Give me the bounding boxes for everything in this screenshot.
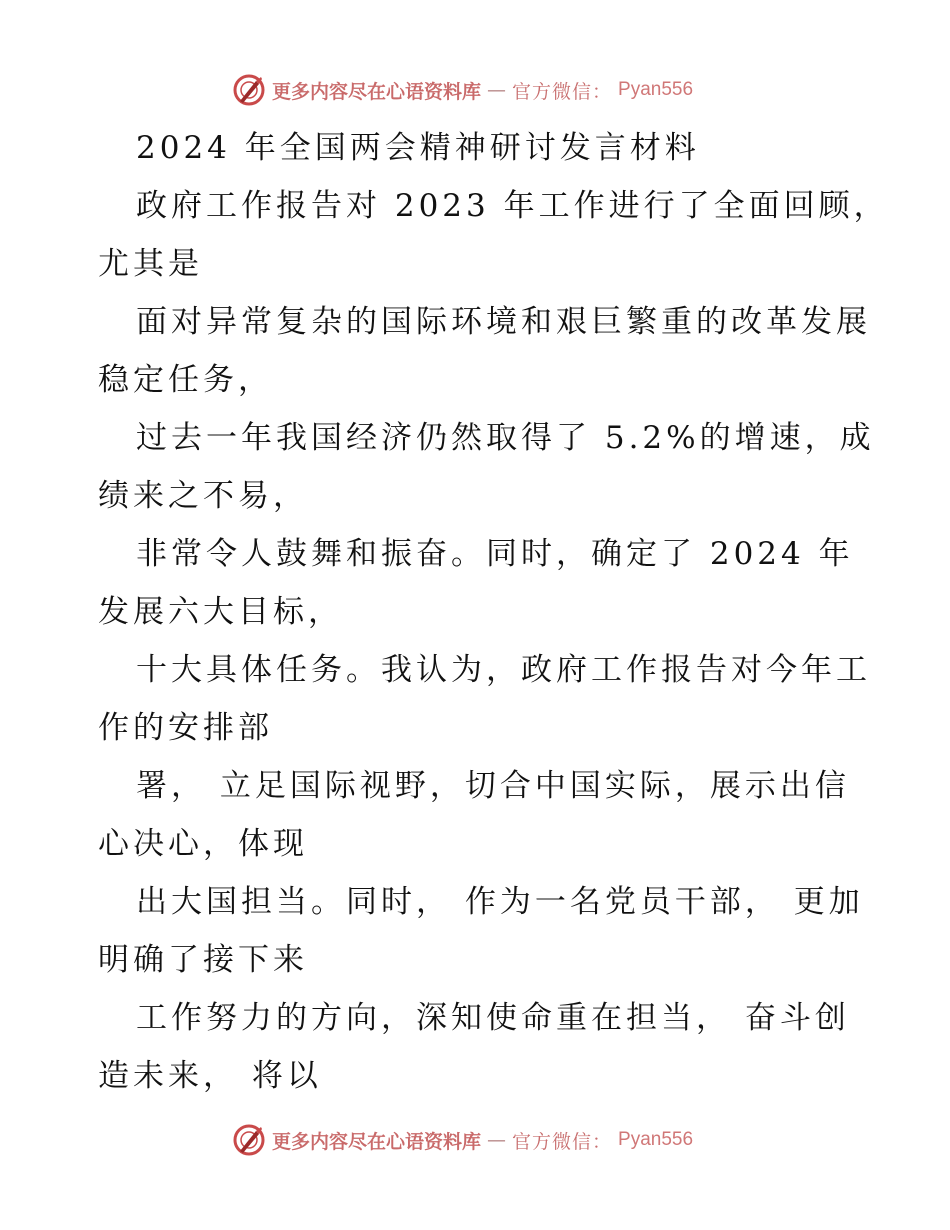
body-line: 作的安排部 <box>98 710 273 746</box>
body-line: 尤其是 <box>98 246 203 282</box>
body-line: 政府工作报告对 2023 年工作进行了全面回顾， <box>136 188 889 224</box>
watermark-main-text: 更多内容尽在心语资料库 <box>272 80 482 103</box>
footer-watermark <box>232 1122 693 1158</box>
body-line: 十大具体任务。我认为，政府工作报告对今年工 <box>136 652 871 688</box>
watermark-main-text: 更多内容尽在心语资料库 <box>272 1130 482 1153</box>
watermark-id: Pyan556 <box>618 79 694 100</box>
body-line: 出大国担当。同时， 作为一名党员干部， 更加 <box>136 884 864 920</box>
watermark-sub-text: 官方微信： <box>512 1130 613 1153</box>
body-line: 心决心，体现 <box>98 826 308 862</box>
body-line: 发展六大目标， <box>98 594 343 630</box>
body-line: 稳定任务， <box>98 362 273 398</box>
watermark-separator: — <box>487 79 507 101</box>
document-title: 2024 年全国两会精神研讨发言材料 <box>136 130 700 166</box>
body-line: 面对异常复杂的国际环境和艰巨繁重的改革发展 <box>136 304 871 340</box>
quill-logo-icon <box>232 1123 266 1157</box>
body-line: 署， 立足国际视野，切合中国实际，展示出信 <box>136 768 850 804</box>
watermark-id: Pyan556 <box>618 1129 694 1150</box>
header-watermark <box>232 72 693 108</box>
body-line: 造未来， 将以 <box>98 1058 322 1094</box>
body-line: 工作努力的方向，深知使命重在担当， 奋斗创 <box>136 1000 850 1036</box>
watermark-separator: — <box>487 1129 507 1151</box>
watermark-sub-text: 官方微信： <box>512 80 613 103</box>
body-line: 绩来之不易， <box>98 478 308 514</box>
body-line: 非常令人鼓舞和振奋。同时，确定了 2024 年 <box>136 536 854 572</box>
body-line: 过去一年我国经济仍然取得了 5.2%的增速，成 <box>136 420 875 456</box>
body-line: 明确了接下来 <box>98 942 308 978</box>
quill-logo-icon <box>232 73 266 107</box>
